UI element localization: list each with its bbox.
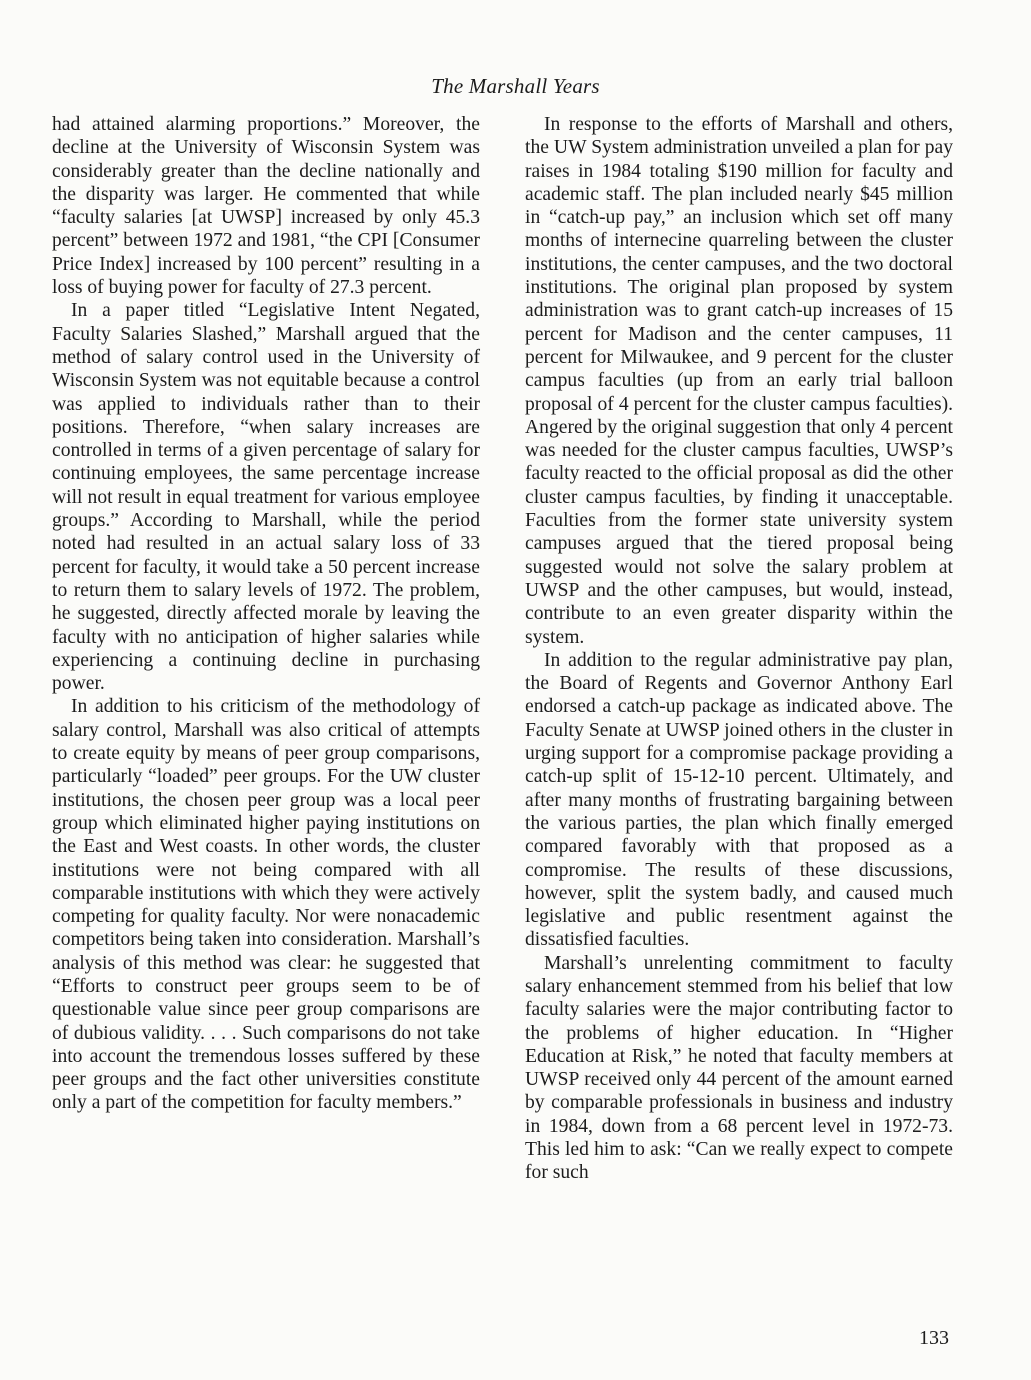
paragraph: In a paper titled “Legislative Intent Negated, Faculty Salaries Slashed,” Marshall argued that the method of salary control used in the University of Wisconsin System was not equitable because a control was applied to individuals rather than to their positions. Therefore, “when salary increases are controlled in terms of a given percentage of salary for continuing employees, the same percentage increase will not result in equal treatment for various employee groups.” According to Marshall, while the period noted had resulted in an actual salary loss of 33 percent for faculty, it would take a 50 percent increase to return them to salary levels of 1972. The problem, he suggested, directly affected morale by leaving the faculty with no anticipation of higher salaries while experiencing a continuing decline in purchasing power. [52, 300, 480, 695]
paragraph: had attained alarming proportions.” Moreover, the decline at the University of Wisconsin System was considerably greater than the decline nationally and the disparity was larger. He commented that while “faculty salaries [at UWSP] increased by only 45.3 percent” between 1972 and 1981, “the CPI [Consumer Price Index] increased by 100 percent” resulting in a loss of buying power for faculty of 27.3 percent. [52, 114, 480, 299]
running-head-title: The Marshall Years [431, 74, 600, 98]
paragraph: In addition to his criticism of the methodology of salary control, Marshall was also critical of attempts to create equity by means of peer group comparisons, particularly “loaded” peer groups. For the UW cluster institutions, the chosen peer group was a local peer group which eliminated higher paying institutions on the East and West coasts. In other words, the cluster institutions were not being compared with all comparable institutions with which they were actively competing for quality faculty. Nor were nonacademic competitors being taken into consideration. Marshall’s analysis of this method was clear: he suggested that “Efforts to construct peer groups seem to be of questionable value since peer group comparisons are of dubious validity. . . . Such comparisons do not take into account the tremendous losses suffered by these peer groups and the fact other universities constitute only a part of the competition for faculty members.” [52, 696, 480, 1114]
paragraph: In addition to the regular administrative pay plan, the Board of Regents and Governor Anthony Earl endorsed a catch-up package as indicated above. The Faculty Senate at UWSP joined others in the cluster in urging support for a compromise package providing a catch-up split of 15-12-10 percent. Ultimately, and after many months of frustrating bargaining between the various parties, the plan which finally emerged compared favorably with that proposed as a compromise. The results of these discussions, however, split the system badly, and caused much legislative and public resentment against the dissatisfied faculties. [525, 649, 953, 951]
right-column [525, 113, 953, 1185]
page-number: 133 [919, 1327, 949, 1349]
left-column [52, 113, 480, 1115]
paragraph: In response to the efforts of Marshall and others, the UW System administration unveiled a plan for pay raises in 1984 totaling $190 million for faculty and academic staff. The plan included nearly $45 million in “catch-up pay,” an inclusion which set off many months of internecine quarreling between the cluster institutions, the center campuses, and the two doctoral institutions. The original plan proposed by system administration was to grant catch-up increases of 15 percent for Madison and the center campuses, 11 percent for Milwaukee, and 9 percent for the cluster campus faculties (up from an early trial balloon proposal of 4 percent for the cluster campus faculties). Angered by the original suggestion that only 4 percent was needed for the cluster campus faculties, UWSP’s faculty reacted to the official proposal as did the other cluster campus faculties, by finding it unacceptable. Faculties from the former state university system campuses argued that the tiered proposal being suggested would not solve the salary problem at UWSP and the other campuses, but would, instead, contribute to an even greater disparity within the system. [525, 114, 953, 648]
paragraph: Marshall’s unrelenting commitment to faculty salary enhancement stemmed from his belief that low faculty salaries were the major contributing factor to the problems of higher education. In “Higher Education at Risk,” he noted that faculty members at UWSP received only 44 percent of the amount earned by comparable professionals in business and industry in 1984, down from a 68 percent level in 1972-73. This led him to ask: “Can we really expect to compete for such [525, 952, 953, 1184]
